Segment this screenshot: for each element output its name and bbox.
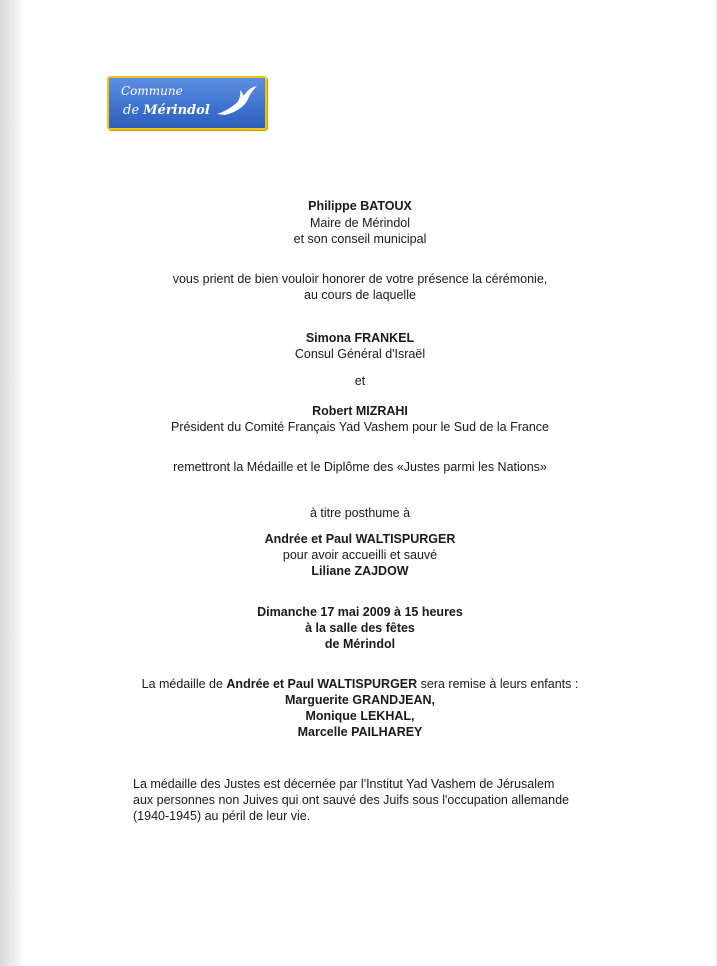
consul-title: Consul Général d'Israël [294,347,426,361]
posthumous-line: à titre posthume à [309,506,411,520]
consul-name: Simona FRANKEL [305,331,415,345]
host-title: Maire de Mérindol [309,216,411,230]
honorees-reason: pour avoir accueilli et sauvé [282,548,438,562]
invitation-line1: vous prient de bien vouloir honorer de votre présence la cérémonie, [172,272,548,286]
handover-suffix: sera remise à leurs enfants : [417,677,579,691]
logo-line1: Commune [121,84,183,98]
logo-line2-prefix: de [123,103,144,118]
event-venue: à la salle des fêtes [305,621,415,635]
award-line: remettront la Médaille et le Diplôme des «Justes parmi les Nations» [173,460,547,474]
child-2: Monique LEKHAL, [305,709,415,723]
president-name: Robert MIZRAHI [312,404,408,418]
child-1: Marguerite GRANDJEAN, [284,693,436,707]
dove-icon [215,84,259,120]
note-line2: aux personnes non Juives qui ont sauvé des Juifs sous l'occupation allemande [133,793,569,807]
child-3: Marcelle PAILHAREY [297,725,423,739]
president-title: Président du Comité Français Yad Vashem pour le Sud de la France [171,420,549,434]
note-line3: (1940-1945) au péril de leur vie. [133,809,311,823]
handover-prefix: La médaille de [141,677,227,691]
host-council: et son conseil municipal [293,232,427,246]
event-date: Dimanche 17 mai 2009 à 15 heures [257,605,463,619]
event-town: de Mérindol [324,637,396,651]
logo-line2-name: Mérindol [143,103,210,118]
invitation-line2: au cours de laquelle [304,288,416,302]
scan-edge [0,0,24,966]
host-name: Philippe BATOUX [308,199,412,213]
handover-line [60,677,660,692]
logo-line2 [123,104,210,117]
saved-person: Liliane ZAJDOW [311,564,409,578]
conjunction: et [354,374,366,388]
commune-logo [107,76,267,130]
note-line1: La médaille des Justes est décernée par l'Institut Yad Vashem de Jérusalem [133,777,555,791]
honorees-names: Andrée et Paul WALTISPURGER [264,532,456,546]
handover-names: Andrée et Paul WALTISPURGER [226,677,418,691]
